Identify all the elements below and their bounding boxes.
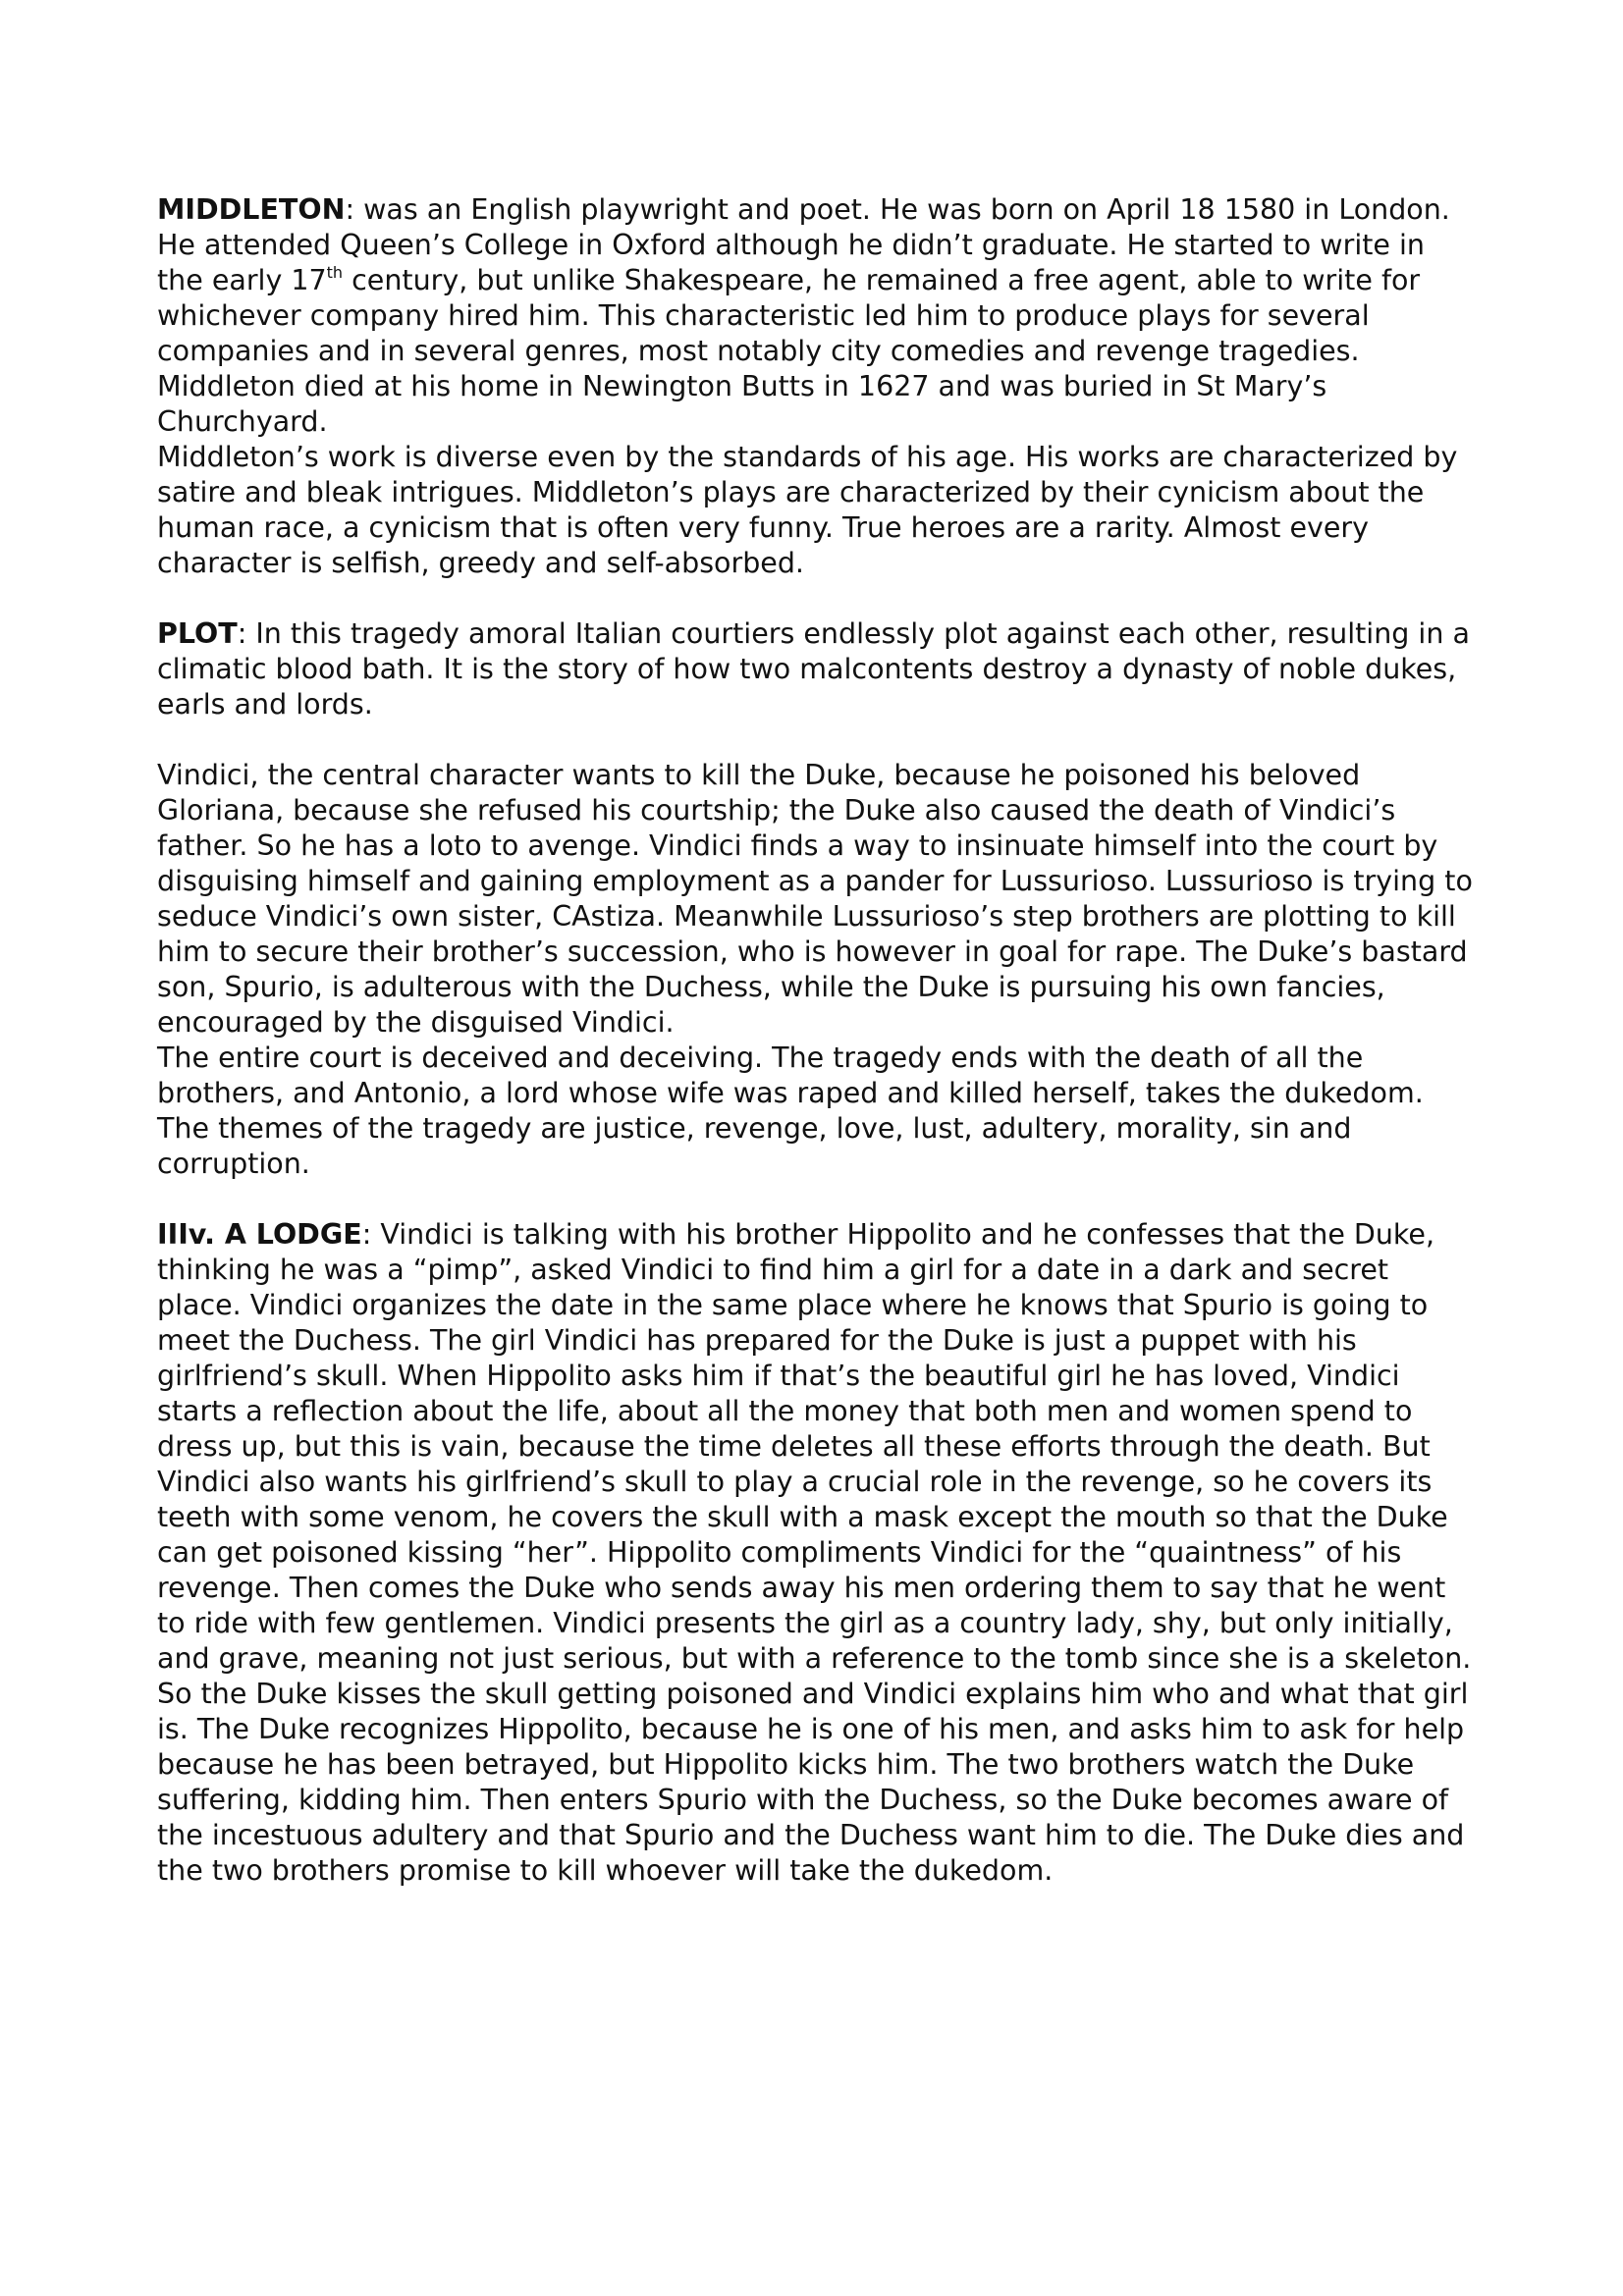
middleton-text-b: century, but unlike Shakespeare, he remained a free agent, able to write for whichever company hired him. This characteristic led him to produce plays for several companies and in several genres, most notably city comedies and revenge tragedies. Middleton died at his home in Newington Butts in 1627 and was buried in St Mary’s Churchyard. — [157, 264, 1421, 438]
lodge-section — [157, 1217, 1478, 1889]
summary-paragraph-2: The entire court is deceived and deceiving. The tragedy ends with the death of all the brothers, and Antonio, a lord whose wife was raped and killed herself, takes the dukedom. — [157, 1041, 1424, 1109]
document-page — [157, 192, 1478, 1924]
summary-section — [157, 758, 1478, 1182]
plot-paragraph — [157, 616, 1478, 722]
lodge-paragraph — [157, 1217, 1478, 1889]
summary-paragraph-1: Vindici, the central character wants to kill the Duke, because he poisoned his beloved Gloriana, because she refused his courtship; the Duke also caused the death of Vindici’s father. So he has a loto to avenge. Vindici finds a way to insinuate himself into the court by disguising himself and gaining employment as a pander for Lussurioso. Lussurioso is trying to seduce Vindici’s own sister, CAstiza. Meanwhile Lussurioso’s step brothers are plotting to kill him to secure their brother’s succession, who is however in goal for rape. The Duke’s bastard son, Spurio, is adulterous with the Duchess, while the Duke is pursuing his own fancies, encouraged by the disguised Vindici. — [157, 759, 1473, 1039]
middleton-paragraph-2: Middleton’s work is diverse even by the standards of his age. His works are characterized by satire and bleak intrigues. Middleton’s plays are characterized by their cynicism about the human race, a cynicism that is often very funny. True heroes are a rarity. Almost every character is selfish, greedy and self-absorbed. — [157, 441, 1458, 579]
middleton-paragraph-1 — [157, 192, 1478, 440]
lodge-text: : Vindici is talking with his brother Hippolito and he confesses that the Duke, thinking he was a “pimp”, asked Vindici to find him a girl for a date in a dark and secret place. Vindici organizes the date in the same place where he knows that Spurio is going to meet the Duchess. The girl Vindici has prepared for the Duke is just a puppet with his girlfriend’s skull. When Hippolito asks him if that’s the beautiful girl he has loved, Vindici starts a reflection about the life, about all the money that both men and women spend to dress up, but this is vain, because the time deletes all these efforts through the death. But Vindici also wants his girlfriend’s skull to play a crucial role in the revenge, so he covers its teeth with some venom, he covers the skull with a mask except the mouth so that the Duke can get poisoned kissing “her”. Hippolito compliments Vindici for the “quaintness” of his revenge. Then comes the Duke who sends away his men ordering them to say that he went to ride with few gentlemen. Vindici presents the girl as a country lady, shy, but only initially, and grave, meaning not just serious, but with a reference to the tomb since she is a skeleton. So the Duke kisses the skull getting poisoned and Vindici explains him who and what that girl is. The Duke recognizes Hippolito, because he is one of his men, and asks him to ask for help because he has been betrayed, but Hippolito kicks him. The two brothers watch the Duke suffering, kidding him. Then enters Spurio with the Duchess, so the Duke becomes aware of the incestuous adultery and that Spurio and the Duchess want him to die. The Duke dies and the two brothers promise to kill whoever will take the dukedom. — [157, 1218, 1472, 1887]
lodge-heading: IIIv. A LODGE — [157, 1218, 362, 1251]
middleton-section — [157, 192, 1478, 581]
middleton-text-a: : was an English playwright and poet. He was born on April 18 1580 in London. He attended Queen’s College in Oxford although he didn’t graduate. He started to write in the early 17 — [157, 193, 1450, 296]
ordinal-superscript: th — [326, 263, 344, 282]
summary-paragraph-3: The themes of the tragedy are justice, revenge, love, lust, adultery, morality, sin and corruption. — [157, 1112, 1352, 1180]
plot-section — [157, 616, 1478, 722]
plot-text: : In this tragedy amoral Italian courtiers endlessly plot against each other, resulting in a climatic blood bath. It is the story of how two malcontents destroy a dynasty of noble dukes, earls and lords. — [157, 617, 1470, 721]
middleton-heading: MIDDLETON — [157, 193, 346, 226]
plot-heading: PLOT — [157, 617, 238, 650]
